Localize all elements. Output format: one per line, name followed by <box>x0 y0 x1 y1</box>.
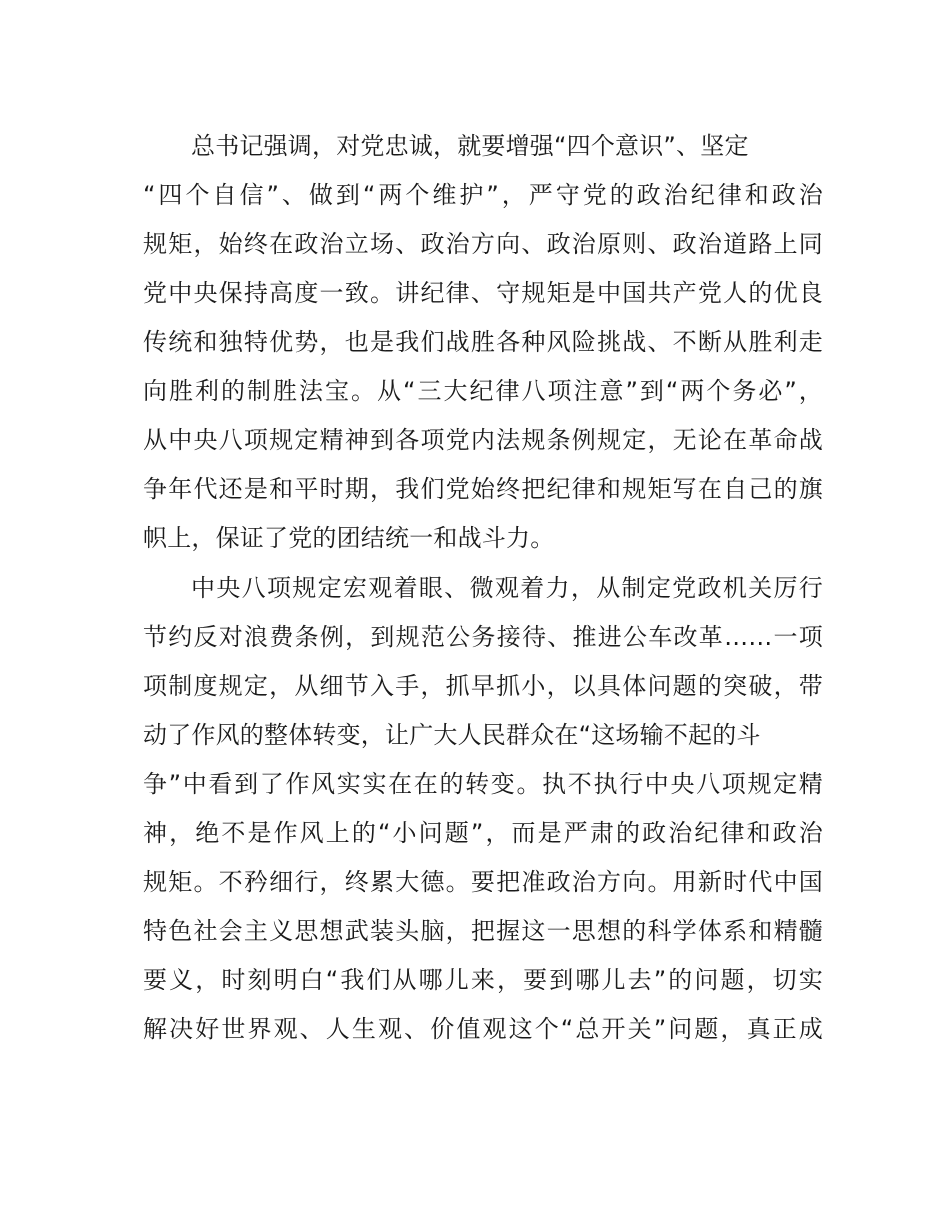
paragraph-line: 特色社会主义思想武装头脑，把握这一思想的科学体系和精髓 <box>143 917 823 945</box>
paragraph-line: 向胜利的制胜法宝。从“三大纪律八项注意”到“两个务必”， <box>143 377 823 405</box>
paragraph-line: 要义，时刻明白“我们从哪儿来，要到哪儿去”的问题，切实 <box>143 966 823 994</box>
paragraph-line: 从中央八项规定精神到各项党内法规条例规定，无论在革命战 <box>143 426 823 454</box>
paragraph-1 <box>143 122 823 563</box>
paragraph-line: “四个自信”、做到“两个维护”，严守党的政治纪律和政治 <box>143 181 823 209</box>
paragraph-line: 总书记强调，对党忠诚，就要增强“四个意识”、坚定 <box>191 132 749 160</box>
paragraph-2 <box>143 564 823 1054</box>
paragraph-line: 争”中看到了作风实实在在的转变。执不执行中央八项规定精 <box>143 770 823 798</box>
paragraph-line: 神，绝不是作风上的“小问题”，而是严肃的政治纪律和政治 <box>143 819 823 847</box>
paragraph-line: 规矩。不矜细行，终累大德。要把准政治方向。用新时代中国 <box>143 868 823 896</box>
paragraph-line: 规矩，始终在政治立场、政治方向、政治原则、政治道路上同 <box>143 230 823 258</box>
paragraph-line: 节约反对浪费条例，到规范公务接待、推进公车改革……一项 <box>143 623 823 651</box>
paragraph-line: 中央八项规定宏观着眼、微观着力，从制定党政机关厉行 <box>191 574 823 602</box>
paragraph-line: 动了作风的整体转变，让广大人民群众在“这场输不起的斗 <box>143 721 761 749</box>
paragraph-line: 解决好世界观、人生观、价值观这个“总开关”问题，真正成 <box>143 1015 823 1043</box>
paragraph-line: 争年代还是和平时期，我们党始终把纪律和规矩写在自己的旗 <box>143 475 823 503</box>
paragraph-line: 党中央保持高度一致。讲纪律、守规矩是中国共产党人的优良 <box>143 279 823 307</box>
paragraph-line: 传统和独特优势，也是我们战胜各种风险挑战、不断从胜利走 <box>143 328 823 356</box>
paragraph-line: 帜上，保证了党的团结统一和战斗力。 <box>143 524 555 552</box>
paragraph-line: 项制度规定，从细节入手，抓早抓小，以具体问题的突破，带 <box>143 672 823 700</box>
